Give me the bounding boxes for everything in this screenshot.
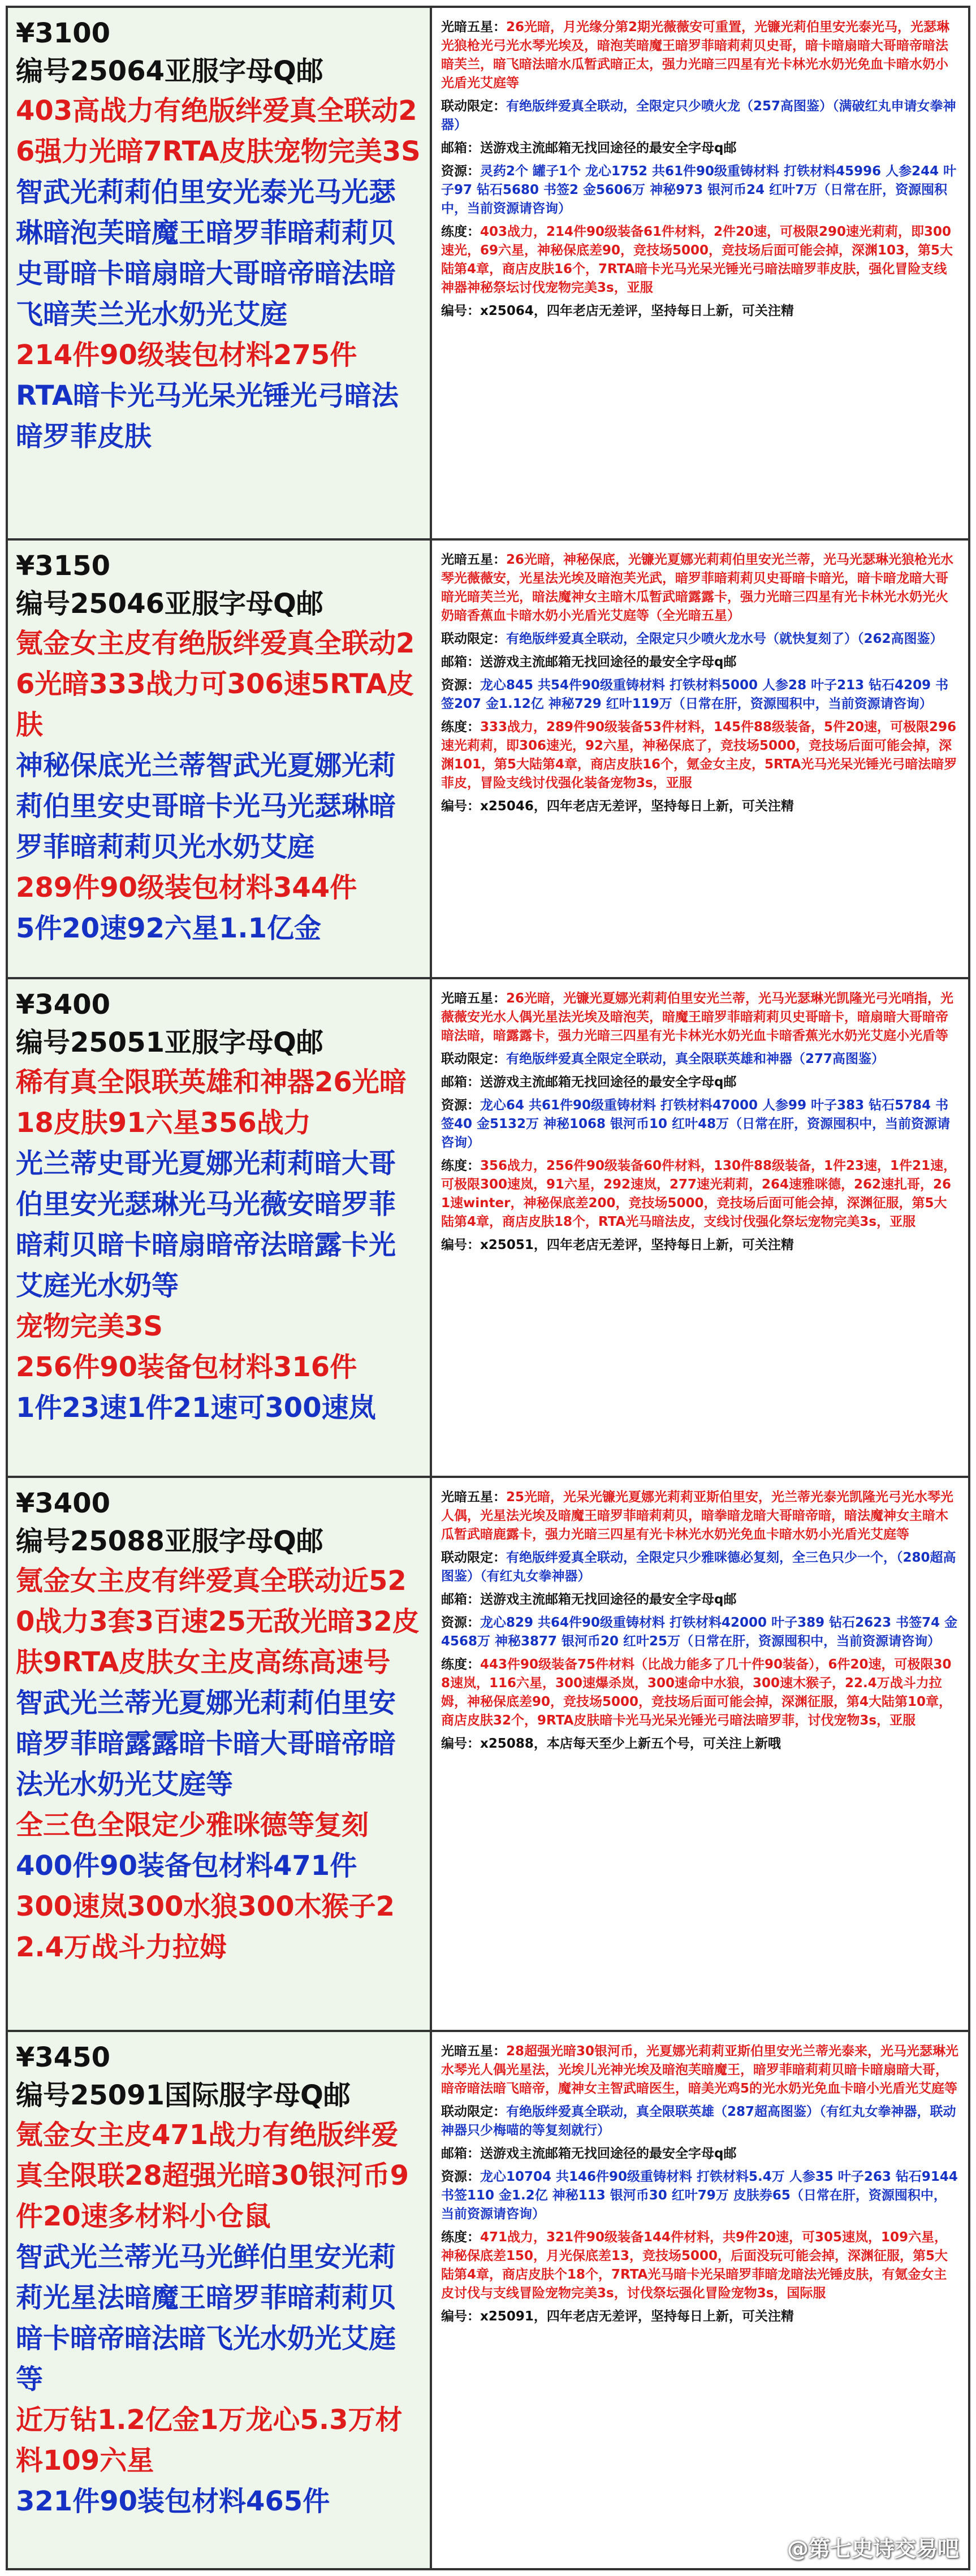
detail-value: x25051，四年老店无差评，坚持每日上新，可关注精 [480, 1238, 794, 1252]
detail-line [441, 139, 959, 158]
listing-details [432, 1478, 968, 2030]
detail-line [441, 676, 959, 714]
listing-row [8, 979, 968, 1478]
detail-value: x25088，本店每天至少上新五个号，可关注上新哦 [480, 1736, 781, 1751]
detail-line [441, 1614, 959, 1651]
detail-line [441, 97, 959, 135]
detail-line [441, 223, 959, 297]
detail-value: 送游戏主流邮箱无找回途径的最安全字母q邮 [480, 1592, 737, 1607]
detail-value: 龙心10704 共146件90级重铸材料 打铁材料5.4万 人参35 叶子263 钻石9144 书签110 金1.2亿 神秘113 银河币30 红叶79万 皮肤券65（日常在肝，资源囤积中，当前资源请咨询） [441, 2169, 958, 2221]
summary-line: 智武光莉莉伯里安光泰光马光瑟琳暗泡芙暗魔王暗罗菲暗莉莉贝史哥暗卡暗扇暗大哥暗帝暗法暗飞暗芙兰光水奶光艾庭 [16, 176, 396, 330]
detail-line [441, 2307, 959, 2326]
detail-label: 练度： [441, 2230, 480, 2245]
detail-line [441, 2228, 959, 2303]
detail-line [441, 653, 959, 672]
detail-value: 26光暗，光镰光夏娜光莉莉伯里安光兰蒂，光马光瑟琳光凯隆光弓光哨指，光薇薇安光水人偶光星法光埃及暗泡芙，暗魔王暗罗菲暗莉莉贝史哥暗卡，暗扇暗大哥暗帝暗法暗，暗露露卡，强力光暗三四星有光卡林光水奶光血卡暗香蕉光水奶光艾庭小光盾等 [441, 991, 954, 1043]
summary-line: 全三色全限定少雅咪德等复刻 [16, 1809, 369, 1841]
summary-line: 神秘保底光兰蒂智武光夏娜光莉莉伯里安史哥暗卡光马光瑟琳暗罗菲暗莉莉贝光水奶艾庭 [16, 750, 396, 863]
detail-value: 25光暗，光呆光镰光夏娜光莉莉亚斯伯里安，光兰蒂光泰光凯隆光弓光水琴光人偶，光星法光埃及暗魔王暗罗菲暗莉莉贝，暗拳暗龙暗大哥暗帝暗，暗法魔神女主暗木瓜暂武暗鹿露卡，强力光暗三四星有光卡林光水奶光免血卡暗水奶小光盾光艾庭等 [441, 1490, 954, 1542]
listing-price: ¥3450 [16, 2042, 110, 2073]
detail-value: 送游戏主流邮箱无找回途径的最安全字母q邮 [480, 655, 737, 669]
summary-line: 1件23速1件21速可300速岚 [16, 1392, 376, 1424]
listing-price: ¥3100 [16, 18, 110, 49]
detail-line [441, 2042, 959, 2098]
detail-value: x25046，四年老店无差评，坚持每日上新，可关注精 [480, 799, 794, 814]
summary-line: 321件90装包材料465件 [16, 2486, 330, 2517]
summary-line: 289件90级装包材料344件 [16, 872, 357, 904]
detail-value: 471战力，321件90级装备144件材料，共9件20速，可305速岚，109六星，神秘保底差150，月光保底差13，竞技场5000，后面没玩可能会掉，深渊征服，第5大陆第4章，商店皮肤个18个，7RTA光马暗卡光呆暗罗菲暗龙暗法光锤皮肤，有氪金女主皮讨伐与支线冒险宠物完美3s，讨伐祭坛强化冒险宠物3s，国际服 [441, 2230, 948, 2301]
detail-label: 光暗五星： [441, 20, 506, 34]
listing-price: ¥3400 [16, 989, 110, 1021]
detail-label: 编号： [441, 1736, 480, 1751]
detail-label: 编号： [441, 799, 480, 814]
detail-line [441, 2145, 959, 2163]
listing-code: 编号25091国际服字母Q邮 [16, 2080, 351, 2111]
detail-label: 编号： [441, 1238, 480, 1252]
listing-code: 编号25064亚服字母Q邮 [16, 55, 323, 87]
summary-line: 5件20速92六星1.1亿金 [16, 913, 322, 944]
detail-label: 光暗五星： [441, 1490, 506, 1505]
summary-line: 氪金女主皮471战力有绝版绊爱真全限联28超强光暗30银河币9件20速多材料小仓鼠 [16, 2119, 409, 2232]
detail-value: 龙心64 共61件90级重铸材料 打铁材料47000 人参99 叶子383 钻石5784 书签40 金5132万 神秘1068 银河币10 红叶48万（日常在肝，资源囤积中，当前资源请咨询） [441, 1098, 951, 1150]
detail-value: x25091，四年老店无差评，坚持每日上新，可关注精 [480, 2309, 794, 2324]
detail-label: 资源： [441, 1615, 480, 1630]
detail-line [441, 2168, 959, 2224]
detail-value: 有绝版绊爱真全限定全联动，真全限联英雄和神器（277高图鉴） [506, 1052, 885, 1066]
detail-label: 资源： [441, 164, 480, 179]
listing-details [432, 541, 968, 977]
detail-value: 333战力，289件90级装备53件材料，145件88级装备，5件20速，可极限296速光莉莉，即306速光，92六星，神秘保底了，竞技场5000，竞技场后面可能会掉，深渊101，第5大陆第4章，商店皮肤16个，氪金女主皮，5RTA光马光呆光锤光弓暗法暗罗菲皮，冒险支线讨伐强化装备宠物3s，亚服 [441, 720, 957, 790]
detail-label: 邮箱： [441, 655, 480, 669]
detail-value: 送游戏主流邮箱无找回途径的最安全字母q邮 [480, 1075, 737, 1090]
summary-line: 智武光兰蒂光马光鲜伯里安光莉莉光星法暗魔王暗罗菲暗莉莉贝暗卡暗帝暗法暗飞光水奶光艾庭等 [16, 2241, 396, 2395]
detail-label: 联动限定： [441, 2104, 506, 2119]
detail-value: 26光暗，月光缘分第2期光薇薇安可重置，光镰光莉伯里安光泰光马，光瑟琳光狼枪光弓光水琴光埃及，暗泡芙暗魔王暗罗菲暗莉莉贝史哥，暗卡暗扇暗大哥暗帝暗法暗芙兰，暗飞暗法暗水瓜暂武暗正太，强力光暗三四星有光卡林光水奶光免血卡暗水奶小光盾光艾庭等 [441, 20, 950, 90]
detail-label: 邮箱： [441, 1592, 480, 1607]
detail-label: 编号： [441, 304, 480, 318]
listing-row [8, 8, 968, 541]
detail-label: 联动限定： [441, 1550, 506, 1565]
detail-label: 练度： [441, 1159, 480, 1173]
detail-value: 龙心829 共64件90级重铸材料 打铁材料42000 叶子389 钻石2623 书签74 金4568万 神秘3877 银河币20 红叶25万（日常在肝，资源囤积中，当前资源请咨询） [441, 1615, 958, 1649]
detail-label: 邮箱： [441, 141, 480, 155]
detail-label: 练度： [441, 720, 480, 734]
detail-value: 26光暗，神秘保底，光镰光夏娜光莉莉伯里安光兰蒂，光马光瑟琳光狼枪光水琴光薇薇安，光星法光埃及暗泡芙光武，暗罗菲暗莉莉贝史哥暗卡暗光，暗卡暗龙暗大哥暗光暗芙兰光，暗法魔神女主暗木瓜暂武暗露露卡，强力光暗三四星有光卡林光水奶光火奶暗香蕉血卡暗水奶小光盾光艾庭等（全光暗五星） [441, 552, 954, 623]
summary-line: 宠物完美3S [16, 1311, 163, 1342]
detail-line [441, 1073, 959, 1092]
detail-value: 龙心845 共54件90级重铸材料 打铁材料5000 人参28 叶子213 钻石4209 书签207 金1.12亿 神秘729 红叶119万（日常在肝，资源囤积中，当前资源请咨询） [441, 678, 949, 711]
listing-row [8, 1478, 968, 2032]
detail-line [441, 1735, 959, 1753]
detail-line [441, 1656, 959, 1730]
detail-label: 邮箱： [441, 1075, 480, 1090]
summary-line: 氪金女主皮有绝版绊爱真全联动26光暗333战力可306速5RTA皮肤 [16, 628, 415, 741]
detail-value: 356战力，256件90级装备60件材料，130件88级装备，1件23速，1件21速，可极限300速岚，91六星，292速岚，277速光莉莉，264速雅咪德，262速扎哥，261速winter，神秘保底差200，竞技场5000，竞技场后面可能会掉，深渊征服，第5大陆第4章，商店皮肤18个，RTA光马暗法皮，支线讨伐强化祭坛宠物完美3s，亚服 [441, 1159, 957, 1229]
listing-summary [8, 1478, 432, 2030]
detail-value: 有绝版绊爱真全联动，全限定只少喷火龙水号（就快复刻了）（262高图鉴） [506, 632, 943, 646]
detail-label: 联动限定： [441, 632, 506, 646]
detail-line [441, 1488, 959, 1544]
summary-line: 光兰蒂史哥光夏娜光莉莉暗大哥伯里安光瑟琳光马光薇安暗罗菲暗莉贝暗卡暗扇暗帝法暗露卡光艾庭光水奶等 [16, 1148, 396, 1302]
detail-value: 有绝版绊爱真全联动，真全限联英雄（287超高图鉴）（有红丸女拳神器，联动神器只少梅喵的等复刻就行） [441, 2104, 956, 2138]
listing-summary [8, 979, 432, 1476]
detail-label: 邮箱： [441, 2146, 480, 2161]
watermark: @第七史诗交易吧 [787, 2536, 959, 2561]
detail-label: 资源： [441, 2169, 480, 2184]
listing-code: 编号25051亚服字母Q邮 [16, 1027, 323, 1058]
summary-line: 214件90级装包材料275件 [16, 339, 357, 371]
detail-label: 资源： [441, 678, 480, 693]
listing-row [8, 2032, 968, 2568]
detail-label: 编号： [441, 2309, 480, 2324]
listing-row [8, 541, 968, 979]
detail-value: 送游戏主流邮箱无找回途径的最安全字母q邮 [480, 141, 737, 155]
detail-label: 练度： [441, 1657, 480, 1672]
detail-line [441, 1096, 959, 1152]
listing-price: ¥3400 [16, 1488, 110, 1519]
detail-line [441, 989, 959, 1045]
summary-line: 403高战力有绝版绊爱真全联动26强力光暗7RTA皮肤宠物完美3S [16, 95, 421, 167]
listing-summary [8, 541, 432, 977]
detail-value: 有绝版绊爱真全联动，全限定只少雅咪德必复刻，全三色只少一个，（280超高图鉴）（有红丸女拳神器） [441, 1550, 956, 1584]
detail-label: 练度： [441, 224, 480, 239]
detail-value: 403战力，214件90级装备61件材料，2件20速，可极限290速光莉莉，即300速光，69六星，神秘保底差90，竞技场5000，竞技场后面可能会掉，深渊103，第5大陆第4章，商店皮肤16个，7RTA暗卡光马光呆光锤光弓暗法暗罗菲皮肤，强化冒险支线神器神秘祭坛讨伐宠物完美3s，亚服 [441, 224, 953, 295]
listing-details [432, 979, 968, 1476]
detail-line [441, 1157, 959, 1231]
detail-line [441, 162, 959, 218]
summary-line: 300速岚300水狼300木猴子22.4万战斗力拉姆 [16, 1891, 395, 1963]
detail-value: 有绝版绊爱真全联动，全限定只少喷火龙（257高图鉴）（满破红丸申请女拳神器） [441, 99, 956, 132]
detail-label: 联动限定： [441, 1052, 506, 1066]
detail-value: 送游戏主流邮箱无找回途径的最安全字母q邮 [480, 2146, 737, 2161]
detail-value: 灵药2个 罐子1个 龙心1752 共61件90级重铸材料 打铁材料45996 人参244 叶子97 钻石5680 书签2 金5606万 神秘973 银河币24 红叶7万（日常在肝，资源囤积中，当前资源请咨询） [441, 164, 957, 216]
detail-line [441, 1590, 959, 1609]
listing-summary [8, 8, 432, 538]
detail-label: 光暗五星： [441, 2044, 506, 2059]
listing-code: 编号25088亚服字母Q邮 [16, 1525, 323, 1557]
detail-line [441, 1236, 959, 1255]
detail-label: 联动限定： [441, 99, 506, 114]
detail-line [441, 1549, 959, 1586]
listing-price: ¥3150 [16, 550, 110, 582]
detail-line [441, 1050, 959, 1069]
summary-line: 400件90装备包材料471件 [16, 1850, 357, 1882]
summary-line: 稀有真全限联英雄和神器26光暗18皮肤91六星356战力 [16, 1066, 407, 1139]
listing-code: 编号25046亚服字母Q邮 [16, 588, 323, 620]
summary-line: 智武光兰蒂光夏娜光莉莉伯里安暗罗菲暗露露暗卡暗大哥暗帝暗法光水奶光艾庭等 [16, 1687, 396, 1800]
detail-label: 光暗五星： [441, 552, 506, 567]
listing-details [432, 2032, 968, 2568]
detail-line [441, 302, 959, 321]
detail-value: x25064，四年老店无差评，坚持每日上新，可关注精 [480, 304, 794, 318]
listing-details [432, 8, 968, 538]
detail-line [441, 718, 959, 793]
listing-table [6, 6, 970, 2570]
detail-label: 光暗五星： [441, 991, 506, 1006]
detail-line [441, 18, 959, 93]
summary-line: 256件90装备包材料316件 [16, 1351, 357, 1383]
detail-line [441, 2103, 959, 2140]
detail-label: 资源： [441, 1098, 480, 1113]
summary-line: RTA暗卡光马光呆光锤光弓暗法暗罗菲皮肤 [16, 380, 399, 452]
detail-line [441, 630, 959, 649]
detail-line [441, 797, 959, 816]
summary-line: 近万钻1.2亿金1万龙心5.3万材料109六星 [16, 2404, 403, 2476]
summary-line: 氪金女主皮有绊爱真全联动近520战力3套3百速25无敌光暗32皮肤9RTA皮肤女主皮高练高速号 [16, 1565, 420, 1678]
detail-value: 443件90级装备75件材料（比战力能多了几十件90装备），6件20速，可极限308速岚，116六星，300速爆杀岚，300速命中水狼，300速木猴子，22.4万战斗力拉姆，神秘保底差90，竞技场5000，竞技场后面可能会掉，深渊征服，第4大陆第10章，商店皮肤32个，9RTA皮肤暗卡光马光呆光锤光弓暗法暗罗菲，讨伐宠物3s，亚服 [441, 1657, 952, 1728]
detail-line [441, 551, 959, 625]
detail-value: 28超强光暗30银河币，光夏娜光莉莉亚斯伯里安光兰蒂光泰来，光马光瑟琳光水琴光人偶光星法，光埃儿光神光埃及暗泡芙暗魔王，暗罗菲暗莉莉贝暗卡暗扇暗大哥，暗帝暗法暗飞暗帝，魔神女主智武暗医生，暗美光鸡5的光水奶光免血卡暗小光盾光艾庭等 [441, 2044, 959, 2096]
listing-summary [8, 2032, 432, 2568]
